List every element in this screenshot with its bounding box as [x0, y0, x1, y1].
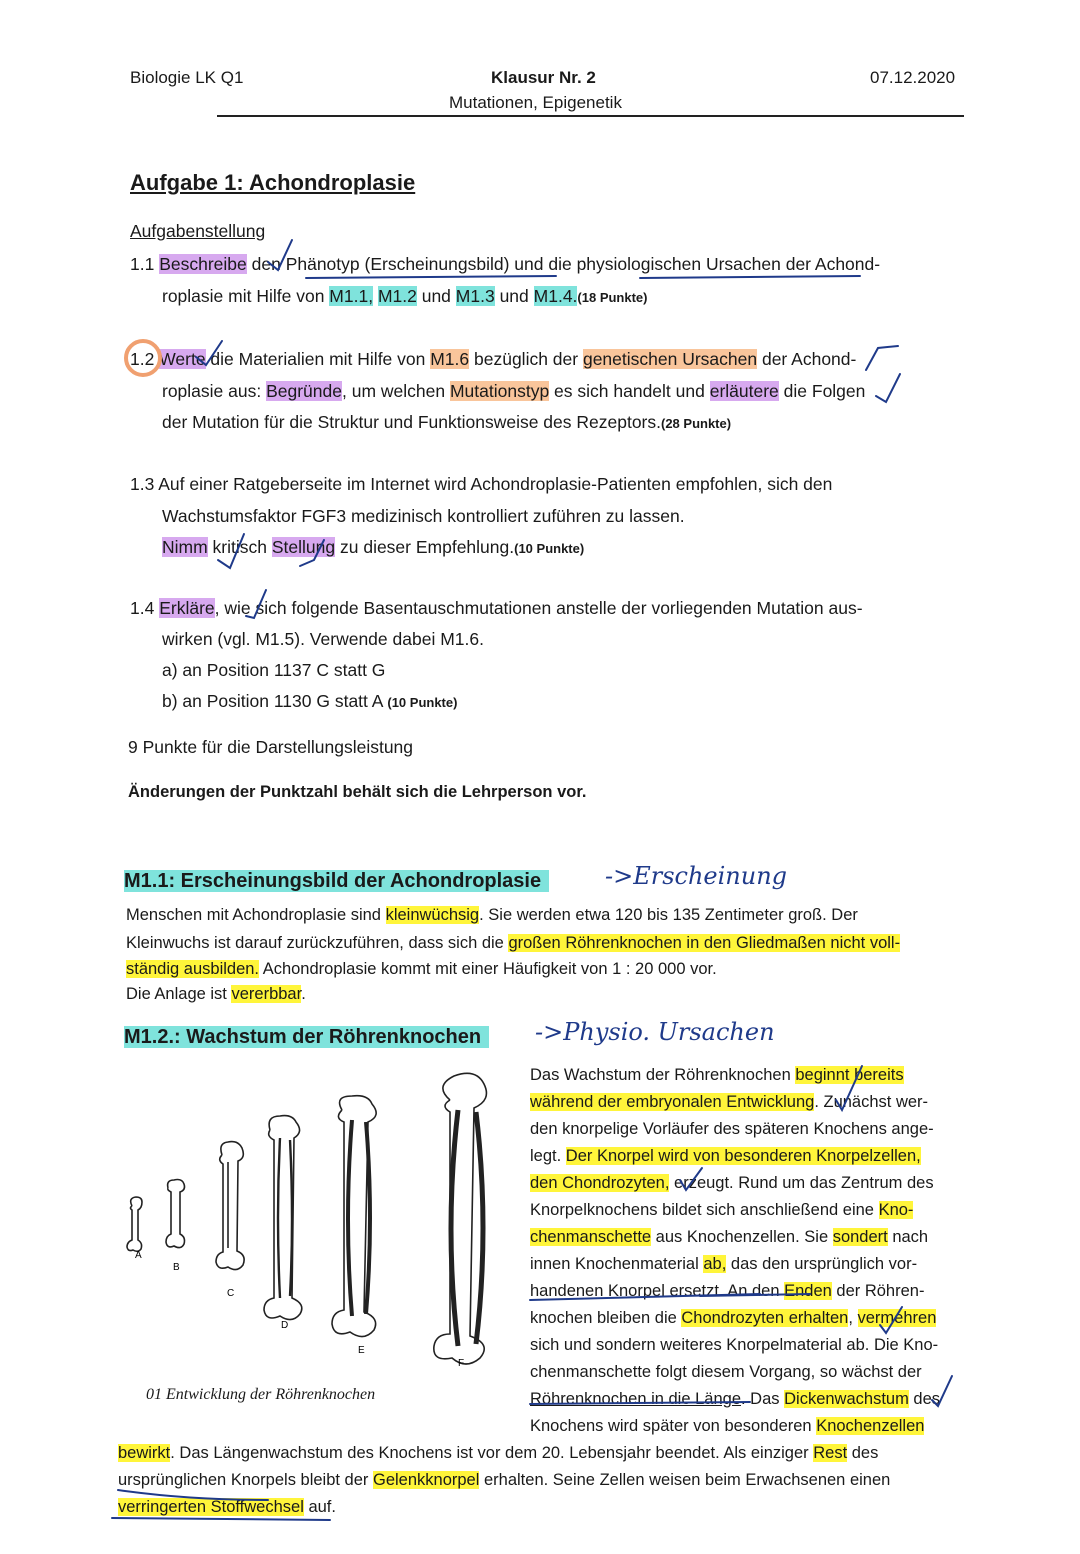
m1-2-line6: Knorpelknochens bildet sich anschließend eine Kno-	[530, 1201, 914, 1219]
m1-2-line8: innen Knochenmaterial ab, das den ursprünglich vor-	[530, 1255, 918, 1273]
bone-label-f: F	[458, 1358, 465, 1369]
m1-2-line9: handenen Knorpel ersetzt. An den Enden der Röhren-	[530, 1282, 925, 1300]
m1-2-line12: chenmanschette folgt diesem Vorgang, so wächst der	[530, 1363, 922, 1381]
points-note: Änderungen der Punktzahl behält sich die Lehrperson vor.	[128, 783, 587, 801]
m1-2-line11: sich und sondern weiteres Knorpelmaterial ab. Die Kno-	[530, 1336, 939, 1354]
check-mark-3	[876, 374, 900, 402]
question-1-4-line2: wirken (vgl. M1.5). Verwende dabei M1.6.	[162, 629, 484, 649]
question-1-3-line1: 1.3 Auf einer Ratgeberseite im Internet wird Achondroplasie-Patienten empfohlen, sich den	[130, 474, 833, 494]
m1-2-line13: Röhrenknochen in die Länge. Das Dickenwachstum des	[530, 1390, 941, 1408]
m1-2-line1: Das Wachstum der Röhrenknochen beginnt bereits	[530, 1066, 904, 1084]
task-subtitle: Aufgabenstellung	[130, 221, 266, 241]
bone-f	[434, 1073, 487, 1364]
m1-2-line14: Knochens wird später von besonderen Knochenzellen	[530, 1417, 925, 1435]
m1-2-line5: den Chondrozyten, erzeugt. Rund um das Zentrum des	[530, 1174, 934, 1192]
bone-label-d: D	[281, 1320, 289, 1331]
question-1-4-b: b) an Position 1130 G statt A (10 Punkte)	[162, 691, 458, 711]
m1-2-heading: M1.2.: Wachstum der Röhrenknochen	[124, 1026, 489, 1049]
underline-stoffwechsel	[112, 1518, 330, 1520]
m1-2-line3: den knorpelige Vorläufer des späteren Knochens ange-	[530, 1120, 934, 1138]
m1-2-line2: während der embryonalen Entwicklung. Zunächst wer-	[530, 1093, 929, 1111]
m1-1-line2: Kleinwuchs ist darauf zurückzuführen, dass sich die großen Röhrenknochen in den Gliedmaßen nicht voll-	[126, 934, 901, 952]
m1-2-annotation: ->Physio. Ursachen	[535, 1018, 775, 1046]
question-1-1-line2: roplasie mit Hilfe von M1.1, M1.2 und M1.3 und M1.4.(18 Punkte)	[162, 286, 648, 306]
m1-2-line17: verringerten Stoffwechsel auf.	[118, 1498, 336, 1516]
underline-ursachen	[640, 276, 860, 278]
task-title: Aufgabe 1: Achondroplasie	[130, 170, 416, 195]
m1-2-line4: legt. Der Knorpel wird von besonderen Knorpelzellen,	[530, 1147, 921, 1165]
m1-1-line4: Die Anlage ist vererbbar.	[126, 985, 306, 1003]
bone-a	[127, 1197, 142, 1251]
question-1-2-line1: 1.2 Werte die Materialien mit Hilfe von M1.6 bezüglich der genetischen Ursachen der Achond-	[130, 349, 857, 369]
bone-label-b: B	[173, 1262, 180, 1273]
question-1-2-line3: der Mutation für die Struktur und Funktionsweise des Rezeptors.(28 Punkte)	[162, 412, 732, 432]
question-1-2-line2: roplasie aus: Begründe, um welchen Mutationstyp es sich handelt und erläutere die Folgen	[162, 381, 866, 401]
bone-development-figure	[120, 1070, 520, 1390]
course-label: Biologie LK Q1	[130, 68, 244, 87]
presentation-points: 9 Punkte für die Darstellungsleistung	[128, 737, 414, 757]
bone-label-c: C	[227, 1288, 235, 1299]
question-1-1-line1: 1.1 Beschreibe den Phänotyp (Erscheinungsbild) und die physiologischen Ursachen der Achond-	[130, 254, 881, 274]
m1-1-line3: ständig ausbilden. Achondroplasie kommt mit einer Häufigkeit von 1 : 20 000 vor.	[126, 960, 717, 978]
question-1-4-line1: 1.4 Erkläre, wie sich folgende Basentauschmutationen anstelle der vorliegenden Mutation aus-	[130, 598, 863, 618]
m1-2-line16: ursprünglichen Knorpels bleibt der Gelenkknorpel erhalten. Seine Zellen weisen beim Erwachsenen einen	[118, 1471, 891, 1489]
bone-label-e: E	[358, 1345, 365, 1356]
header-rule	[217, 115, 964, 117]
exam-date: 07.12.2020	[870, 68, 956, 87]
question-1-3-line3: Nimm kritisch Stellung zu dieser Empfehlung.(10 Punkte)	[162, 537, 585, 557]
m1-2-line7: chenmanschette aus Knochenzellen. Sie sondert nach	[530, 1228, 929, 1246]
bone-b	[166, 1180, 185, 1248]
bone-label-a: A	[135, 1250, 142, 1261]
m1-2-line10: knochen bleiben die Chondrozyten erhalten, vermehren	[530, 1309, 937, 1327]
figure-caption: 01 Entwicklung der Röhrenknochen	[146, 1386, 376, 1403]
m1-1-annotation: ->Erscheinung	[605, 862, 788, 890]
exam-subtitle: Mutationen, Epigenetik	[449, 93, 622, 112]
bone-e	[332, 1096, 376, 1337]
m1-2-line15: bewirkt. Das Längenwachstum des Knochens ist vor dem 20. Lebensjahr beendet. Als einziger Rest des	[118, 1444, 879, 1462]
exam-title: Klausur Nr. 2	[491, 68, 596, 87]
bone-d	[264, 1116, 302, 1320]
question-1-4-a: a) an Position 1137 C statt G	[162, 660, 386, 680]
operator-beschreibe: Beschreibe	[159, 254, 247, 274]
bone-c	[216, 1142, 244, 1270]
underline-phaenotyp	[306, 276, 556, 278]
m1-1-heading: M1.1: Erscheinungsbild der Achondroplasie	[124, 870, 549, 893]
m1-1-line1: Menschen mit Achondroplasie sind kleinwüchsig. Sie werden etwa 120 bis 135 Zentimeter groß. Der	[126, 906, 858, 924]
question-1-3-line2: Wachstumsfaktor FGF3 medizinisch kontrolliert zuführen zu lassen.	[162, 506, 685, 526]
